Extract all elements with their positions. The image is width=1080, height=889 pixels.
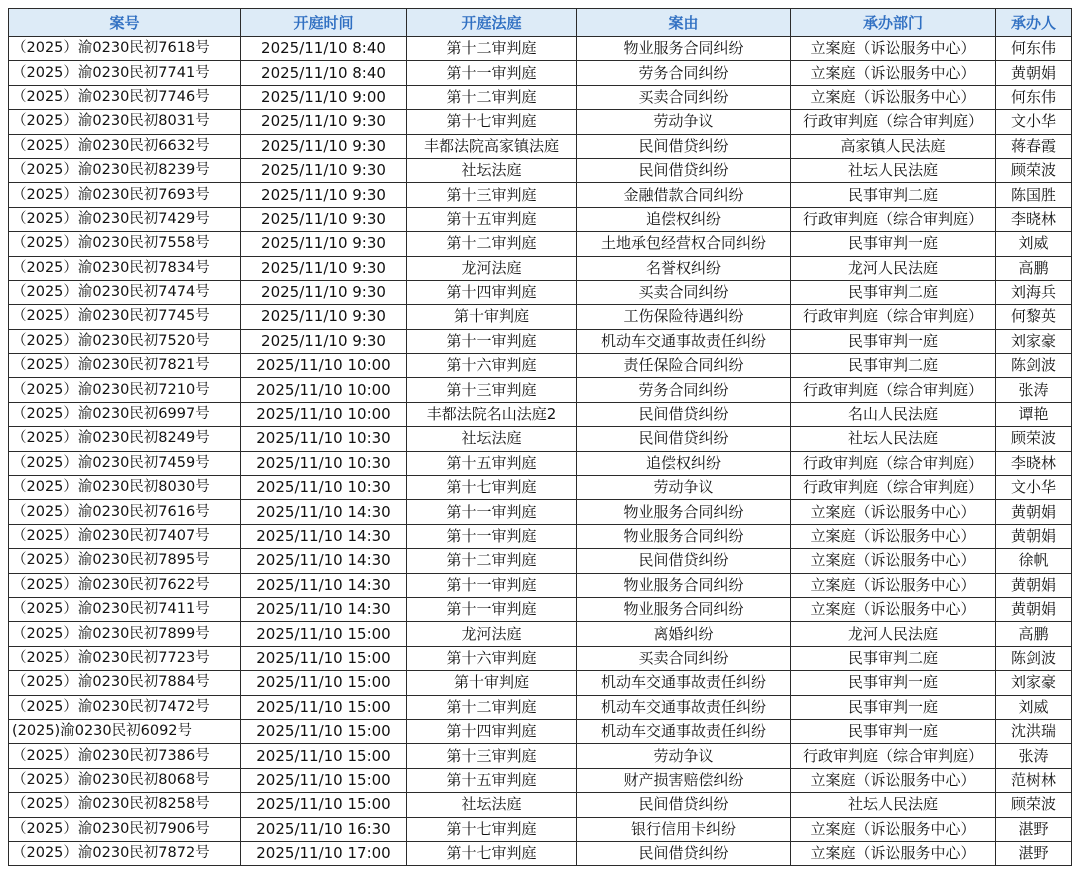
cell-department: 行政审判庭（综合审判庭） (791, 476, 996, 500)
cell-cause-of-action: 民间借贷纠纷 (577, 841, 791, 865)
cell-hearing-time: 2025/11/10 8:40 (241, 37, 407, 61)
cell-judge: 高鹏 (996, 622, 1072, 646)
cell-hearing-time: 2025/11/10 10:00 (241, 378, 407, 402)
cell-courtroom: 第十六审判庭 (407, 354, 577, 378)
cell-department: 立案庭（诉讼服务中心） (791, 524, 996, 548)
table-row (9, 280, 1072, 304)
cell-case-number: （2025）渝0230民初7746号 (9, 85, 241, 109)
cell-case-number: （2025）渝0230民初8030号 (9, 476, 241, 500)
cell-cause-of-action: 物业服务合同纠纷 (577, 573, 791, 597)
cell-case-number: （2025）渝0230民初8249号 (9, 427, 241, 451)
cell-judge: 黄朝娟 (996, 61, 1072, 85)
cell-department: 社坛人民法庭 (791, 158, 996, 182)
cell-hearing-time: 2025/11/10 15:00 (241, 768, 407, 792)
cell-judge: 何东伟 (996, 85, 1072, 109)
cell-courtroom: 第十二审判庭 (407, 85, 577, 109)
cell-courtroom: 社坛法庭 (407, 427, 577, 451)
cell-cause-of-action: 买卖合同纠纷 (577, 280, 791, 304)
cell-hearing-time: 2025/11/10 15:00 (241, 719, 407, 743)
cell-courtroom: 第十二审判庭 (407, 549, 577, 573)
cell-cause-of-action: 劳动争议 (577, 476, 791, 500)
cell-hearing-time: 2025/11/10 15:00 (241, 646, 407, 670)
cell-courtroom: 第十二审判庭 (407, 37, 577, 61)
cell-courtroom: 第十三审判庭 (407, 378, 577, 402)
cell-hearing-time: 2025/11/10 8:40 (241, 61, 407, 85)
table-row (9, 305, 1072, 329)
table-row (9, 695, 1072, 719)
table-row (9, 85, 1072, 109)
cell-courtroom: 第十审判庭 (407, 671, 577, 695)
cell-hearing-time: 2025/11/10 9:30 (241, 256, 407, 280)
table-row (9, 427, 1072, 451)
cell-case-number: （2025）渝0230民初7884号 (9, 671, 241, 695)
table-row (9, 256, 1072, 280)
cell-courtroom: 第十四审判庭 (407, 719, 577, 743)
cell-department: 社坛人民法庭 (791, 427, 996, 451)
cell-case-number: （2025）渝0230民初6632号 (9, 134, 241, 158)
cell-judge: 黄朝娟 (996, 597, 1072, 621)
cell-case-number: （2025）渝0230民初8239号 (9, 158, 241, 182)
cell-hearing-time: 2025/11/10 9:00 (241, 85, 407, 109)
cell-case-number: （2025）渝0230民初8258号 (9, 793, 241, 817)
cell-cause-of-action: 名誉权纠纷 (577, 256, 791, 280)
cell-cause-of-action: 物业服务合同纠纷 (577, 524, 791, 548)
cell-hearing-time: 2025/11/10 9:30 (241, 134, 407, 158)
cell-courtroom: 第十七审判庭 (407, 476, 577, 500)
cell-judge: 湛野 (996, 841, 1072, 865)
cell-department: 立案庭（诉讼服务中心） (791, 768, 996, 792)
cell-department: 立案庭（诉讼服务中心） (791, 817, 996, 841)
cell-courtroom: 第十一审判庭 (407, 597, 577, 621)
cell-case-number: （2025）渝0230民初7472号 (9, 695, 241, 719)
cell-courtroom: 第十七审判庭 (407, 817, 577, 841)
cell-department: 民事审判二庭 (791, 280, 996, 304)
cell-courtroom: 第十一审判庭 (407, 524, 577, 548)
header-cause-of-action: 案由 (577, 9, 791, 37)
cell-judge: 刘家豪 (996, 671, 1072, 695)
cell-cause-of-action: 劳务合同纠纷 (577, 378, 791, 402)
cell-courtroom: 龙河法庭 (407, 622, 577, 646)
cell-courtroom: 第十一审判庭 (407, 573, 577, 597)
table-row (9, 183, 1072, 207)
cell-judge: 黄朝娟 (996, 573, 1072, 597)
cell-department: 立案庭（诉讼服务中心） (791, 500, 996, 524)
cell-judge: 谭艳 (996, 402, 1072, 426)
cell-judge: 文小华 (996, 476, 1072, 500)
cell-courtroom: 第十七审判庭 (407, 841, 577, 865)
cell-courtroom: 社坛法庭 (407, 158, 577, 182)
cell-case-number: （2025）渝0230民初7895号 (9, 549, 241, 573)
cell-case-number: （2025）渝0230民初7622号 (9, 573, 241, 597)
cell-hearing-time: 2025/11/10 15:00 (241, 744, 407, 768)
header-department: 承办部门 (791, 9, 996, 37)
cell-department: 行政审判庭（综合审判庭） (791, 305, 996, 329)
cell-case-number: （2025）渝0230民初8068号 (9, 768, 241, 792)
cell-judge: 何黎英 (996, 305, 1072, 329)
cell-department: 立案庭（诉讼服务中心） (791, 549, 996, 573)
cell-cause-of-action: 离婚纠纷 (577, 622, 791, 646)
cell-department: 民事审判一庭 (791, 695, 996, 719)
cell-courtroom: 第十审判庭 (407, 305, 577, 329)
cell-courtroom: 第十一审判庭 (407, 329, 577, 353)
table-row (9, 744, 1072, 768)
table-row (9, 134, 1072, 158)
cell-cause-of-action: 民间借贷纠纷 (577, 793, 791, 817)
table-row (9, 402, 1072, 426)
table-row (9, 354, 1072, 378)
cell-department: 立案庭（诉讼服务中心） (791, 61, 996, 85)
cell-department: 行政审判庭（综合审判庭） (791, 110, 996, 134)
cell-hearing-time: 2025/11/10 10:00 (241, 402, 407, 426)
table-body (9, 37, 1072, 866)
cell-judge: 陈国胜 (996, 183, 1072, 207)
cell-case-number: （2025）渝0230民初7906号 (9, 817, 241, 841)
table-row (9, 622, 1072, 646)
cell-cause-of-action: 银行信用卡纠纷 (577, 817, 791, 841)
cell-judge: 刘威 (996, 695, 1072, 719)
table-row (9, 646, 1072, 670)
cell-department: 行政审判庭（综合审判庭） (791, 744, 996, 768)
cell-hearing-time: 2025/11/10 9:30 (241, 329, 407, 353)
cell-department: 民事审判一庭 (791, 719, 996, 743)
cell-cause-of-action: 追偿权纠纷 (577, 451, 791, 475)
cell-hearing-time: 2025/11/10 9:30 (241, 232, 407, 256)
cell-courtroom: 第十一审判庭 (407, 61, 577, 85)
cell-cause-of-action: 机动车交通事故责任纠纷 (577, 719, 791, 743)
cell-judge: 黄朝娟 (996, 524, 1072, 548)
cell-judge: 陈剑波 (996, 354, 1072, 378)
cell-judge: 刘家豪 (996, 329, 1072, 353)
cell-courtroom: 第十五审判庭 (407, 207, 577, 231)
cell-hearing-time: 2025/11/10 9:30 (241, 158, 407, 182)
cell-case-number: （2025）渝0230民初7834号 (9, 256, 241, 280)
table-row (9, 451, 1072, 475)
cell-hearing-time: 2025/11/10 9:30 (241, 110, 407, 134)
cell-judge: 陈剑波 (996, 646, 1072, 670)
cell-cause-of-action: 民间借贷纠纷 (577, 427, 791, 451)
table-row (9, 110, 1072, 134)
cell-cause-of-action: 买卖合同纠纷 (577, 85, 791, 109)
cell-hearing-time: 2025/11/10 15:00 (241, 671, 407, 695)
cell-judge: 李晓林 (996, 207, 1072, 231)
header-case-number: 案号 (9, 9, 241, 37)
cell-cause-of-action: 机动车交通事故责任纠纷 (577, 329, 791, 353)
cell-cause-of-action: 工伤保险待遇纠纷 (577, 305, 791, 329)
cell-department: 行政审判庭（综合审判庭） (791, 378, 996, 402)
cell-hearing-time: 2025/11/10 15:00 (241, 622, 407, 646)
cell-department: 高家镇人民法庭 (791, 134, 996, 158)
cell-courtroom: 第十四审判庭 (407, 280, 577, 304)
cell-courtroom: 丰都法院名山法庭2 (407, 402, 577, 426)
cell-case-number: （2025）渝0230民初7872号 (9, 841, 241, 865)
cell-department: 龙河人民法庭 (791, 622, 996, 646)
cell-department: 龙河人民法庭 (791, 256, 996, 280)
cell-judge: 刘海兵 (996, 280, 1072, 304)
cell-courtroom: 第十五审判庭 (407, 768, 577, 792)
cell-courtroom: 第十二审判庭 (407, 232, 577, 256)
cell-judge: 何东伟 (996, 37, 1072, 61)
cell-judge: 张涛 (996, 744, 1072, 768)
cell-cause-of-action: 财产损害赔偿纠纷 (577, 768, 791, 792)
cell-hearing-time: 2025/11/10 14:30 (241, 597, 407, 621)
cell-department: 社坛人民法庭 (791, 793, 996, 817)
cell-department: 行政审判庭（综合审判庭） (791, 207, 996, 231)
cell-judge: 顾荣波 (996, 793, 1072, 817)
cell-judge: 文小华 (996, 110, 1072, 134)
cell-case-number: （2025）渝0230民初6997号 (9, 402, 241, 426)
cell-case-number: （2025）渝0230民初7386号 (9, 744, 241, 768)
cell-hearing-time: 2025/11/10 14:30 (241, 524, 407, 548)
cell-case-number: （2025）渝0230民初7693号 (9, 183, 241, 207)
cell-cause-of-action: 民间借贷纠纷 (577, 134, 791, 158)
cell-hearing-time: 2025/11/10 10:30 (241, 476, 407, 500)
cell-cause-of-action: 物业服务合同纠纷 (577, 500, 791, 524)
cell-judge: 顾荣波 (996, 427, 1072, 451)
table-row (9, 37, 1072, 61)
cell-hearing-time: 2025/11/10 14:30 (241, 549, 407, 573)
header-hearing-time: 开庭时间 (241, 9, 407, 37)
cell-department: 行政审判庭（综合审判庭） (791, 451, 996, 475)
cell-judge: 沈洪瑞 (996, 719, 1072, 743)
cell-judge: 刘威 (996, 232, 1072, 256)
cell-hearing-time: 2025/11/10 9:30 (241, 183, 407, 207)
table-row (9, 817, 1072, 841)
cell-judge: 范树林 (996, 768, 1072, 792)
cell-cause-of-action: 民间借贷纠纷 (577, 158, 791, 182)
table-row (9, 671, 1072, 695)
cell-hearing-time: 2025/11/10 9:30 (241, 280, 407, 304)
cell-department: 民事审判二庭 (791, 646, 996, 670)
cell-hearing-time: 2025/11/10 9:30 (241, 305, 407, 329)
cell-department: 名山人民法庭 (791, 402, 996, 426)
table-header (9, 9, 1072, 37)
cell-case-number: （2025）渝0230民初7459号 (9, 451, 241, 475)
table-row (9, 476, 1072, 500)
cell-judge: 蒋春霞 (996, 134, 1072, 158)
cell-department: 立案庭（诉讼服务中心） (791, 597, 996, 621)
table-row (9, 597, 1072, 621)
cell-cause-of-action: 劳动争议 (577, 110, 791, 134)
cell-judge: 黄朝娟 (996, 500, 1072, 524)
table-row (9, 378, 1072, 402)
table-row (9, 841, 1072, 865)
cell-case-number: （2025）渝0230民初8031号 (9, 110, 241, 134)
table-row (9, 232, 1072, 256)
cell-department: 立案庭（诉讼服务中心） (791, 85, 996, 109)
cell-hearing-time: 2025/11/10 10:30 (241, 427, 407, 451)
cell-department: 民事审判二庭 (791, 354, 996, 378)
cell-case-number: （2025）渝0230民初7616号 (9, 500, 241, 524)
cell-department: 立案庭（诉讼服务中心） (791, 841, 996, 865)
cell-case-number: （2025）渝0230民初7429号 (9, 207, 241, 231)
cell-hearing-time: 2025/11/10 9:30 (241, 207, 407, 231)
cell-judge: 徐帆 (996, 549, 1072, 573)
cell-cause-of-action: 劳动争议 (577, 744, 791, 768)
cell-cause-of-action: 金融借款合同纠纷 (577, 183, 791, 207)
cell-courtroom: 第十六审判庭 (407, 646, 577, 670)
cell-courtroom: 第十七审判庭 (407, 110, 577, 134)
cell-hearing-time: 2025/11/10 17:00 (241, 841, 407, 865)
cell-cause-of-action: 物业服务合同纠纷 (577, 37, 791, 61)
cell-case-number: （2025）渝0230民初7210号 (9, 378, 241, 402)
cell-hearing-time: 2025/11/10 15:00 (241, 695, 407, 719)
cell-case-number: （2025）渝0230民初7411号 (9, 597, 241, 621)
cell-judge: 湛野 (996, 817, 1072, 841)
table-row (9, 61, 1072, 85)
table-row (9, 793, 1072, 817)
cell-courtroom: 第十三审判庭 (407, 183, 577, 207)
hearing-schedule-table (8, 8, 1072, 866)
cell-judge: 高鹏 (996, 256, 1072, 280)
cell-courtroom: 第十五审判庭 (407, 451, 577, 475)
cell-cause-of-action: 劳务合同纠纷 (577, 61, 791, 85)
cell-cause-of-action: 机动车交通事故责任纠纷 (577, 671, 791, 695)
cell-courtroom: 丰都法院高家镇法庭 (407, 134, 577, 158)
table-row (9, 524, 1072, 548)
cell-cause-of-action: 追偿权纠纷 (577, 207, 791, 231)
cell-judge: 张涛 (996, 378, 1072, 402)
cell-cause-of-action: 土地承包经营权合同纠纷 (577, 232, 791, 256)
header-judge: 承办人 (996, 9, 1072, 37)
cell-courtroom: 社坛法庭 (407, 793, 577, 817)
cell-case-number: （2025）渝0230民初7899号 (9, 622, 241, 646)
table-row (9, 549, 1072, 573)
table-row (9, 500, 1072, 524)
cell-case-number: （2025）渝0230民初7558号 (9, 232, 241, 256)
cell-cause-of-action: 机动车交通事故责任纠纷 (577, 695, 791, 719)
cell-hearing-time: 2025/11/10 15:00 (241, 793, 407, 817)
header-courtroom: 开庭法庭 (407, 9, 577, 37)
cell-courtroom: 第十三审判庭 (407, 744, 577, 768)
header-row (9, 9, 1072, 37)
table-row (9, 158, 1072, 182)
cell-hearing-time: 2025/11/10 16:30 (241, 817, 407, 841)
cell-case-number: (2025)渝0230民初6092号 (9, 719, 241, 743)
cell-cause-of-action: 责任保险合同纠纷 (577, 354, 791, 378)
cell-judge: 顾荣波 (996, 158, 1072, 182)
cell-hearing-time: 2025/11/10 14:30 (241, 500, 407, 524)
cell-cause-of-action: 买卖合同纠纷 (577, 646, 791, 670)
cell-cause-of-action: 物业服务合同纠纷 (577, 597, 791, 621)
cell-courtroom: 第十一审判庭 (407, 500, 577, 524)
cell-case-number: （2025）渝0230民初7520号 (9, 329, 241, 353)
cell-hearing-time: 2025/11/10 14:30 (241, 573, 407, 597)
cell-department: 民事审判一庭 (791, 329, 996, 353)
cell-cause-of-action: 民间借贷纠纷 (577, 549, 791, 573)
cell-case-number: （2025）渝0230民初7741号 (9, 61, 241, 85)
cell-department: 民事审判二庭 (791, 183, 996, 207)
cell-case-number: （2025）渝0230民初7723号 (9, 646, 241, 670)
table-row (9, 573, 1072, 597)
cell-courtroom: 龙河法庭 (407, 256, 577, 280)
table-row (9, 768, 1072, 792)
cell-case-number: （2025）渝0230民初7745号 (9, 305, 241, 329)
cell-department: 民事审判一庭 (791, 232, 996, 256)
table-row (9, 329, 1072, 353)
cell-cause-of-action: 民间借贷纠纷 (577, 402, 791, 426)
cell-department: 立案庭（诉讼服务中心） (791, 37, 996, 61)
cell-case-number: （2025）渝0230民初7474号 (9, 280, 241, 304)
cell-case-number: （2025）渝0230民初7821号 (9, 354, 241, 378)
table-row (9, 719, 1072, 743)
table-row (9, 207, 1072, 231)
cell-department: 立案庭（诉讼服务中心） (791, 573, 996, 597)
cell-judge: 李晓林 (996, 451, 1072, 475)
cell-courtroom: 第十二审判庭 (407, 695, 577, 719)
cell-department: 民事审判一庭 (791, 671, 996, 695)
cell-hearing-time: 2025/11/10 10:00 (241, 354, 407, 378)
cell-case-number: （2025）渝0230民初7407号 (9, 524, 241, 548)
cell-hearing-time: 2025/11/10 10:30 (241, 451, 407, 475)
cell-case-number: （2025）渝0230民初7618号 (9, 37, 241, 61)
